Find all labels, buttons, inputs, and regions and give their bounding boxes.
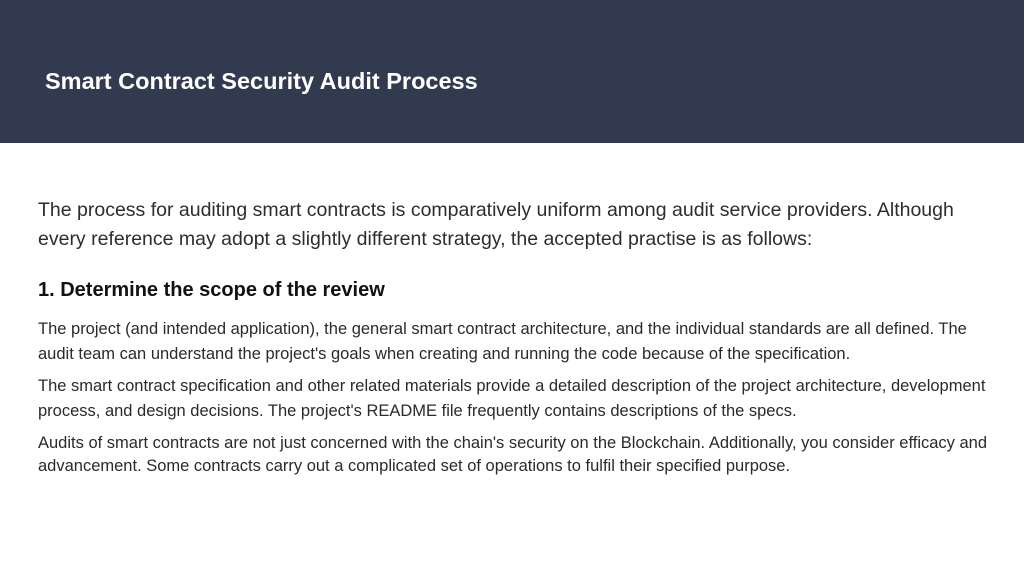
- body-paragraph-2: The smart contract specification and other related materials provide a detailed description of the project architecture, development process, and design decisions. The project's README file frequently contains descriptions of the specs.: [38, 377, 986, 420]
- intro-paragraph: The process for auditing smart contracts is comparatively uniform among audit service providers. Although every reference may adopt a slightly different strategy, the accepted practise is as follows:: [38, 199, 954, 250]
- header-banner: [0, 0, 1024, 143]
- body-paragraph-3: Audits of smart contracts are not just concerned with the chain's security on the Blockchain. Additionally, you consider efficacy and advancement. Some contracts carry out a complicated set of operations to fulfil their specified purpose.: [38, 434, 988, 475]
- body-paragraph-1: The project (and intended application), the general smart contract architecture, and the individual standards are all defined. The audit team can understand the project's goals when creating and running the code because of the specification.: [38, 320, 967, 363]
- page-title: Smart Contract Security Audit Process: [45, 68, 478, 94]
- document-body: [38, 196, 998, 478]
- section-heading: 1. Determine the scope of the review: [38, 279, 385, 301]
